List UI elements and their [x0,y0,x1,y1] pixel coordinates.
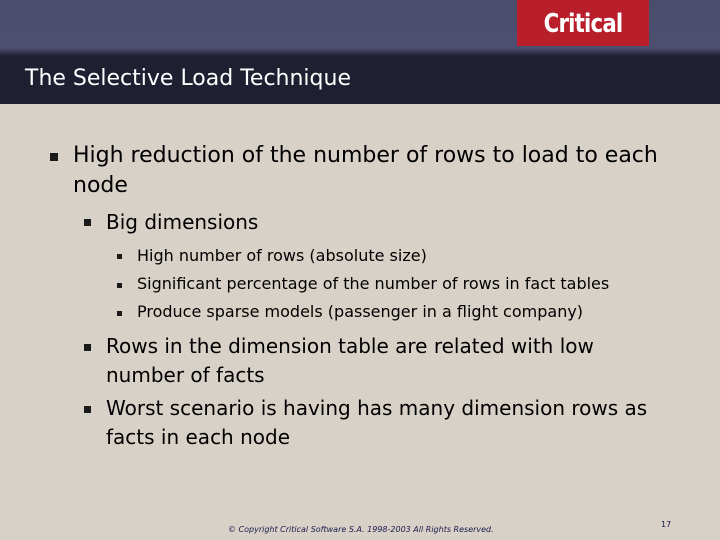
critical-logo [517,0,649,46]
square-bullet-icon [117,283,122,288]
sub-sub-bullet-text: High number of rows (absolute size) [137,246,427,265]
square-bullet-icon [50,153,58,161]
square-bullet-icon [84,406,91,413]
square-bullet-icon [117,311,122,316]
slide-title: The Selective Load Technique [25,66,351,91]
page-number: 17 [661,520,672,529]
logo-text: Critical [543,9,623,39]
square-bullet-icon [84,344,91,351]
square-bullet-icon [84,219,91,226]
copyright-footer: © Copyright Critical Software S.A. 1998-2003 All Rights Reserved. [228,525,494,534]
header-bar [0,0,720,104]
sub-bullet-3-text: Worst scenario is having has many dimension rows as facts in each node [106,396,648,449]
bullet-1-text: High reduction of the number of rows to load to each node [73,143,658,198]
sub-bullet-2-text: Rows in the dimension table are related with low number of facts [106,334,594,387]
square-bullet-icon [117,254,122,259]
sub-sub-bullet-text: Significant percentage of the number of rows in fact tables [137,274,610,293]
sub-bullet-1-text: Big dimensions [106,210,259,234]
sub-sub-bullet-text: Produce sparse models (passenger in a flight company) [137,302,584,321]
